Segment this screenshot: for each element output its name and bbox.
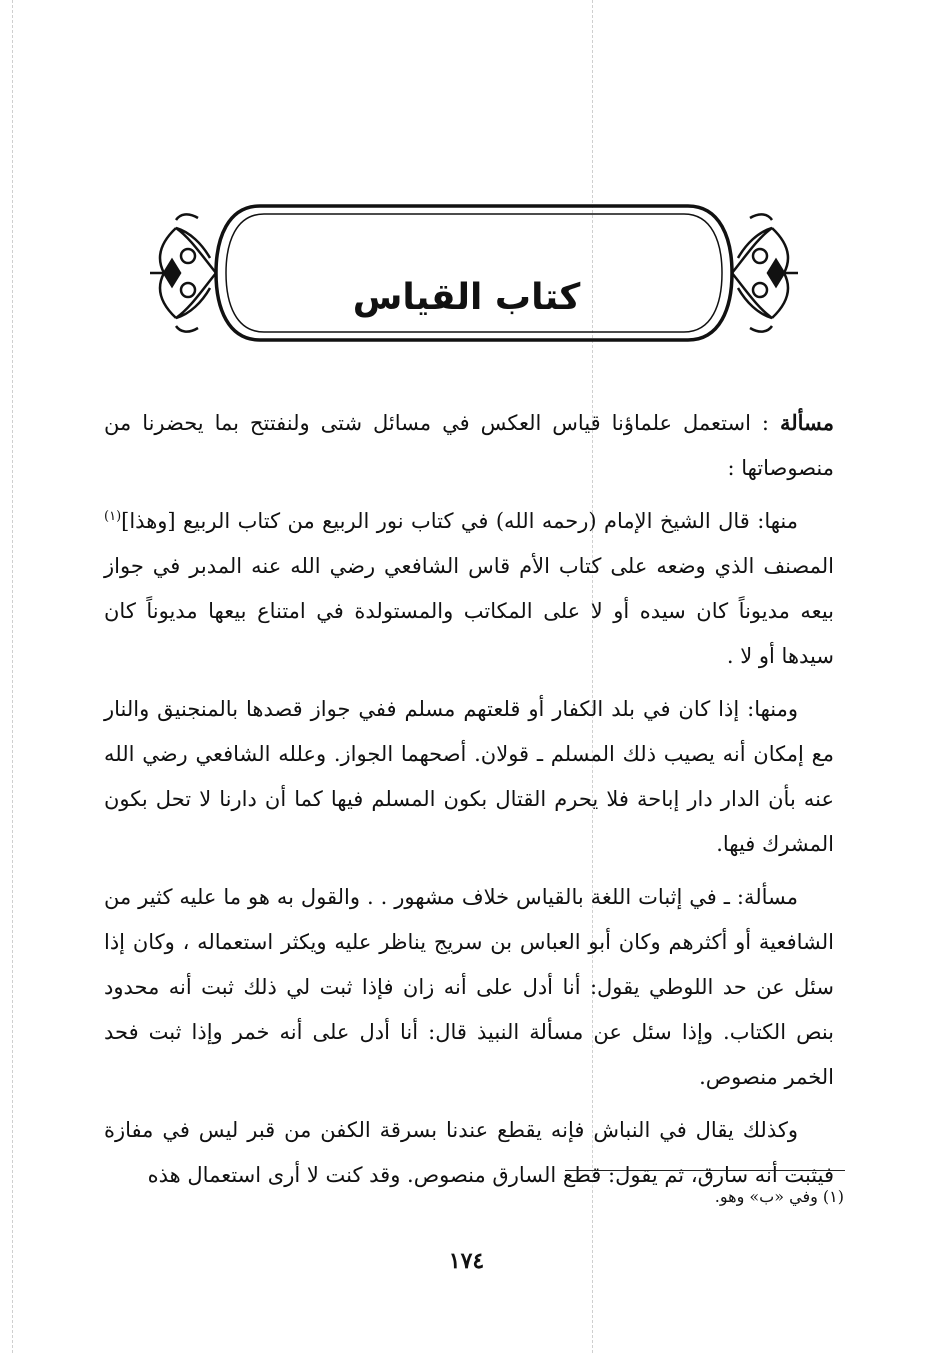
chapter-title: كتاب القياس [352, 277, 581, 318]
paragraph-term: مسألة [779, 410, 834, 435]
paragraph-text: : استعمل علماؤنا قياس العكس في مسائل شتى ولنفتتح بما يحضرنا من منصوصاتها : [104, 411, 834, 480]
footnote: (١) وفي «ب» وهو. [714, 1187, 844, 1206]
paragraph [104, 875, 834, 1100]
paragraph-text: منها: قال الشيخ الإمام (رحمه الله) في كتاب نور الربيع من كتاب الربيع [وهذا] [121, 509, 798, 533]
page-number: ١٧٤ [448, 1248, 485, 1274]
paragraph [104, 400, 834, 491]
paragraph-text: المصنف الذي وضعه على كتاب الأم قاس الشافعي رضي الله عنه المدبر في جواز بيعه مديوناً كان سيده أو لا على المكاتب والمستولدة في امتناع بيعها مديوناً كان سيدها أو لا . [104, 554, 834, 668]
scan-artifact-line [12, 0, 13, 1353]
paragraph-text: وكذلك يقال في النباش فإنه يقطع عندنا بسرقة الكفن من قبر ليس في مفازة فيثبت أنه سارق، ثم يقول: قطع السارق منصوص. وقد كنت لا أرى استعمال هذه [104, 1118, 834, 1187]
footnote-reference[interactable]: (١) [104, 509, 122, 524]
paragraph-text: ومنها: إذا كان في بلد الكفار أو قلعتهم مسلم ففي جواز قصدها بالمنجنيق والنار مع إمكان أنه يصيب ذلك المسلم ـ قولان. أصحهما الجواز. وعلله الشافعي رضي الله عنه بأن الدار دار إباحة فلا يحرم القتال بكون المسلم فيها كما أن دارنا لا تحل بكون المشرك فيها. [104, 697, 834, 856]
paragraph [104, 687, 834, 867]
footnote-divider [565, 1170, 845, 1171]
paragraph-text: مسألة: ـ في إثبات اللغة بالقياس خلاف مشهور . . والقول به هو ما عليه كثير من الشافعية أو أكثرهم وكان أبو العباس بن سريج يناظر عليه ويكثر استعماله ، وكان إذا سئل عن حد اللوطي يقول: أنا أدل على أنه زان فإذا ثبت لي ذلك ثبت أنه محدود بنص الكتاب. وإذا سئل عن مسألة النبيذ قال: أنا أدل على أنه خمر وإذا ثبت فحد الخمر منصوص. [104, 885, 834, 1089]
paragraph [104, 499, 834, 679]
main-text [104, 400, 834, 1206]
